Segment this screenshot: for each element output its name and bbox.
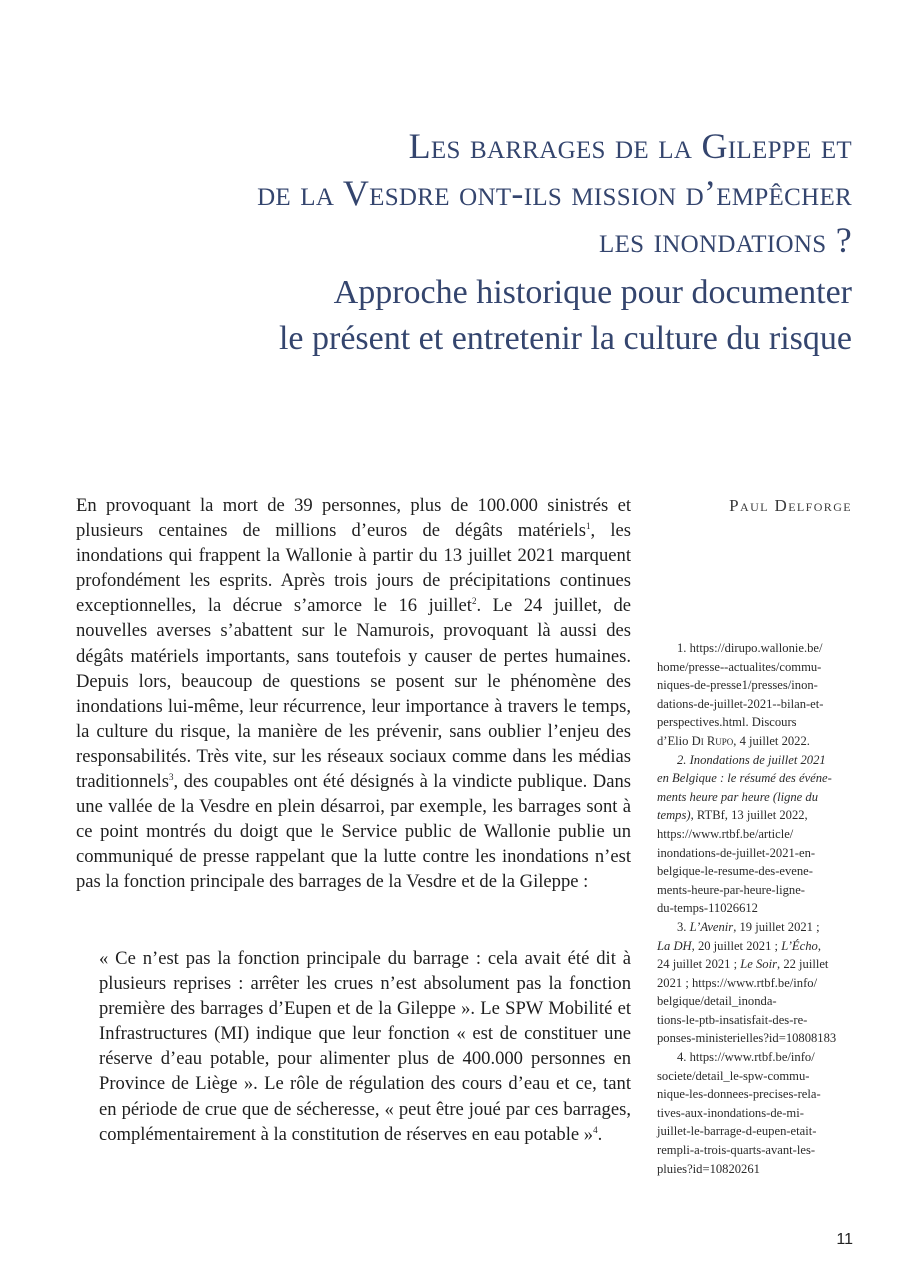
footnote-line[interactable]: du-temps-11026612 [657, 901, 758, 916]
footnote-2 [657, 751, 853, 918]
footnote-line[interactable]: dations-de-juillet-2021--bilan-et- [657, 696, 824, 711]
body-text-part-4: , des coupables ont été désignés à la vindicte publique. Dans une vallée de la Vesdre en plein désarroi, par exemple, les barrages sont à ce point montrés du doigt que le Service public de Wallonie publie un communiqué de presse rappelant que la lutte contre les inondations n’est pas la fonction principale des barrages de la Vesdre et de la Gileppe : [76, 771, 631, 893]
footnote-line [657, 955, 853, 974]
footnote-line[interactable]: belgique/detail_inonda- [657, 994, 777, 1009]
footnotes-column [657, 639, 853, 1178]
subtitle-line-2: le présent et entretenir la culture du risque [278, 320, 852, 357]
quote-text: « Ce n’est pas la fonction principale du barrage : cela avait été dit à plusieurs reprises : arrêter les crues n’est absolument pas la fonction première des barrages d’Eupen et de la Gileppe ». Le SPW Mobilité et Infrastructures (MI) indique que leur fonction « est de constituer une réserve d’eau potable, pour alimenter plus de 400.000 personnes en Province de Liège ». Le rôle de régulation des cours d’eau et ce, tant en période de crue que de sécheresse, « peut être joué par ces barrages, complémentairement à la constitution de réserves en eau potable » [99, 948, 631, 1145]
footnote-line: 2. Inondations de juillet 2021 [677, 752, 826, 767]
footnote-text: , 20 juillet 2021 ; [691, 938, 782, 953]
footnote-line: en Belgique : le résumé des événe- [657, 771, 832, 786]
block-quote [99, 946, 631, 1147]
footnote-line[interactable]: home/presse--actualites/commu- [657, 659, 822, 674]
footnote-line[interactable]: ments-heure-par-heure-ligne- [657, 882, 805, 897]
footnote-line[interactable]: inondations-de-juillet-2021-en- [657, 845, 816, 860]
footnote-line[interactable]: tives-aux-inondations-de-mi- [657, 1105, 804, 1120]
footnote-text: , RTBf, 13 juillet 2022, [690, 808, 808, 823]
footnote-line[interactable]: niques-de-presse1/presses/inon- [657, 678, 818, 693]
footnote-line[interactable]: juillet-le-barrage-d-eupen-etait- [657, 1124, 817, 1139]
footnote-text: L’Écho [781, 938, 818, 953]
article-subtitle [60, 270, 852, 362]
footnote-line[interactable]: perspectives.html. Discours [657, 715, 797, 730]
footnote-text: L’Avenir [689, 919, 734, 934]
footnote-line[interactable]: tions-le-ptb-insatisfait-des-re- [657, 1012, 808, 1027]
footnote-text: 24 juillet 2021 ; [657, 957, 741, 972]
title-line-2: de la Vesdre ont-ils mission d’empêcher [257, 173, 852, 213]
footnote-line [657, 937, 853, 956]
footnote-line[interactable]: belgique-le-resume-des-evene- [657, 864, 813, 879]
quote-end: . [597, 1123, 603, 1145]
title-line-1: Les barrages de la Gileppe et [408, 126, 852, 166]
body-text-part-3: . Le 24 juillet, de nouvelles averses s’abattent sur le Namurois, provoquant là aussi des dégâts matériels importants, sans toutefois y causer de pertes humaines. Depuis lors, beaucoup de questions se posent sur le phénomène des inondations lui-même, leur récurrence, leur importance à travers le temps, la culture du risque, la manière de les prévenir, sans oublier l’enjeu des responsabilités. Très vite, sur les réseaux sociaux comme dans les médias traditionnels [76, 595, 631, 793]
footnote-line[interactable]: 1. https://dirupo.wallonie.be/ [677, 641, 823, 655]
footnote-3 [657, 918, 853, 1048]
footnote-ref-4[interactable]: 4 [593, 1124, 598, 1135]
footnote-line: ments heure par heure (ligne du [657, 789, 819, 804]
footnote-text: La DH [657, 938, 692, 953]
body-text-part-2: , les inondations qui frappent la Wallonie à partir du 13 juillet 2021 marquent profondément les esprits. Après trois jours de précipitations continues exceptionnelles, la décrue s’amorce le 16 juillet [76, 520, 631, 617]
footnote-ref-3[interactable]: 3 [168, 771, 174, 782]
footnote-line[interactable]: https://www.rtbf.be/article/ [657, 826, 794, 841]
footnote-number: 3. [677, 919, 690, 934]
body-text-part-1: En provoquant la mort de 39 personnes, plus de 100.000 sinistrés et plusieurs centaines de millions d’euros de dégâts matériels [76, 495, 631, 542]
footnote-text: d’Elio [657, 733, 692, 748]
body-paragraph [76, 493, 631, 895]
footnote-text: , 22 juillet [777, 957, 829, 972]
footnote-line[interactable]: rempli-a-trois-quarts-avant-les- [657, 1143, 816, 1158]
footnote-text: , [817, 938, 821, 953]
footnote-line[interactable]: nique-les-donnees-precises-rela- [657, 1087, 821, 1102]
footnote-line [657, 806, 853, 825]
title-line-3: les inondations ? [599, 220, 852, 260]
article-title [60, 123, 852, 362]
footnote-text: temps) [657, 808, 691, 823]
footnote-line [657, 732, 853, 751]
subtitle-line-1: Approche historique pour documenter [333, 274, 852, 311]
footnote-line[interactable]: societe/detail_le-spw-commu- [657, 1068, 810, 1083]
footnote-text: , 19 juillet 2021 ; [733, 919, 820, 934]
footnote-line[interactable]: 2021 ; https://www.rtbf.be/info/ [657, 975, 818, 990]
footnote-4 [657, 1048, 853, 1178]
page-number: 11 [836, 1231, 853, 1248]
footnote-line[interactable]: ponses-ministerielles?id=10808183 [657, 1031, 837, 1046]
author-name: Paul Delforge [729, 496, 852, 515]
footnote-ref-2[interactable]: 2 [471, 596, 477, 607]
footnote-line[interactable]: 4. https://www.rtbf.be/info/ [677, 1050, 815, 1065]
footnote-text: , 4 juillet 2022. [733, 733, 810, 748]
footnote-text: Le Soir [740, 957, 778, 972]
footnote-line[interactable]: pluies?id=10820261 [657, 1161, 760, 1176]
footnote-ref-1[interactable]: 1 [586, 520, 591, 531]
footnote-person-name: Di Rupo [691, 733, 734, 748]
footnote-line [657, 918, 853, 937]
footnote-1 [657, 639, 853, 751]
